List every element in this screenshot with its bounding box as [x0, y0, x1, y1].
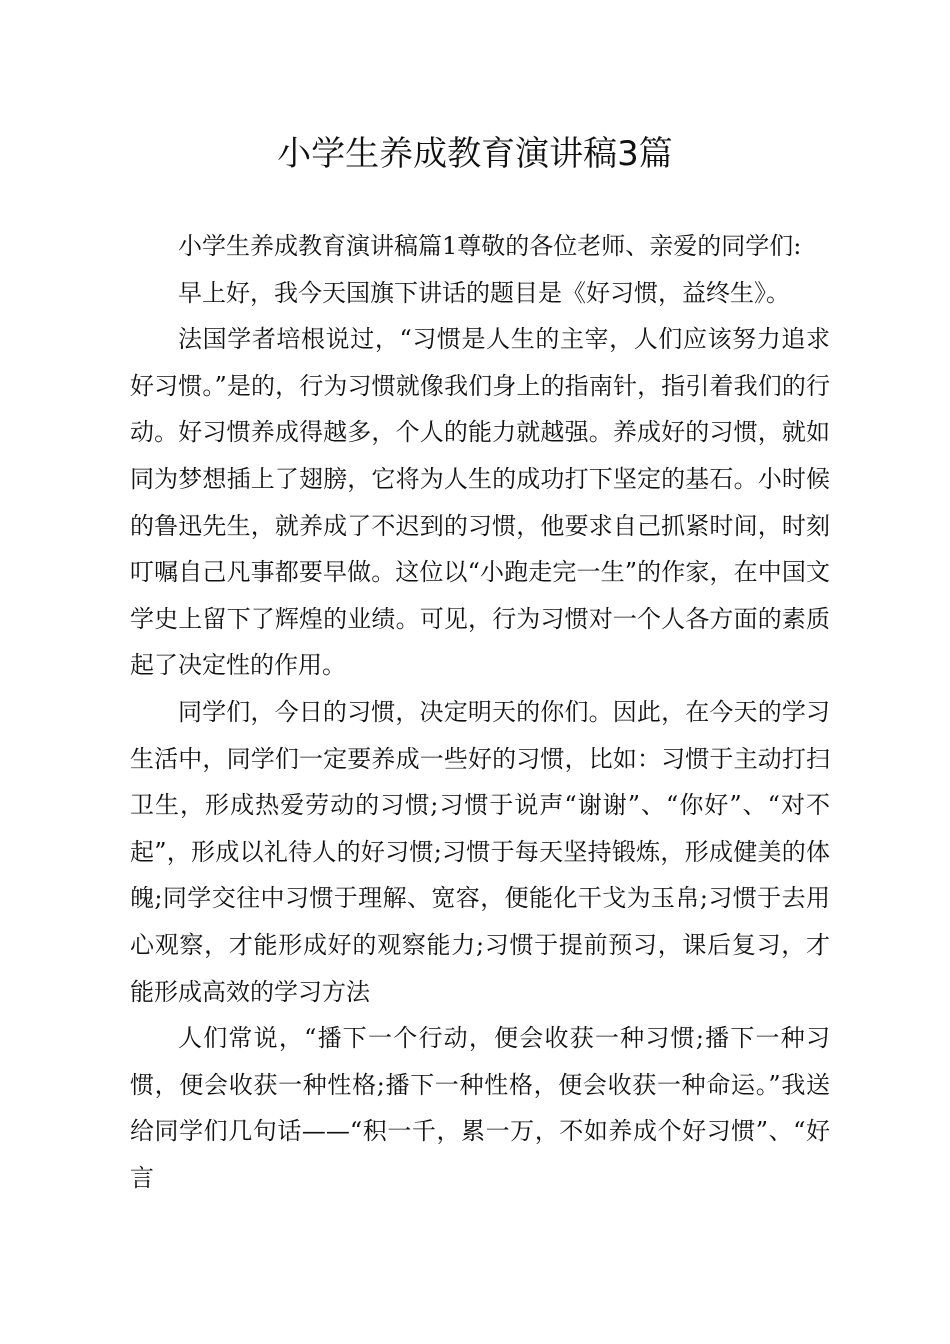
document-body — [130, 223, 830, 1201]
paragraph-good-habits: 同学们，今日的习惯，决定明天的你们。因此，在今天的学习生活中，同学们一定要养成一些好的习惯，比如：习惯于主动打扫卫生，形成热爱劳动的习惯;习惯于说声“谢谢”、“你好”、“对不起”，形成以礼待人的好习惯;习惯于每天坚持锻炼，形成健美的体魄;同学交往中习惯于理解、宽容，便能化干戈为玉帛;习惯于去用心观察，才能形成好的观察能力;习惯于提前预习，课后复习，才能形成高效的学习方法 — [130, 697, 830, 1006]
paragraph-saying: 人们常说，“播下一个行动，便会收获一种习惯;播下一种习惯，便会收获一种性格;播下一种性格，便会收获一种命运。”我送给同学们几句话——“积一千，累一万，不如养成个好习惯”、“好言 — [130, 1024, 830, 1192]
document-title: 小学生养成教育演讲稿3篇 — [277, 134, 673, 174]
paragraph-greeting: 小学生养成教育演讲稿篇1尊敬的各位老师、亲爱的同学们: — [178, 232, 802, 260]
paragraph-topic: 早上好，我今天国旗下讲话的题目是《好习惯，益终生》。 — [178, 278, 790, 307]
paragraph-bacon-quote: 法国学者培根说过，“习惯是人生的主宰，人们应该努力追求好习惯。”是的，行为习惯就像我们身上的指南针，指引着我们的行动。好习惯养成得越多，个人的能力就越强。养成好的习惯，就如同为梦想插上了翅膀，它将为人生的成功打下坚定的基石。小时候的鲁迅先生，就养成了不迟到的习惯，他要求自己抓紧时间，时刻叮嘱自己凡事都要早做。这位以“小跑走完一生”的作家，在中国文学史上留下了辉煌的业绩。可见，行为习惯对一个人各方面的素质起了决定性的作用。 — [130, 325, 830, 680]
